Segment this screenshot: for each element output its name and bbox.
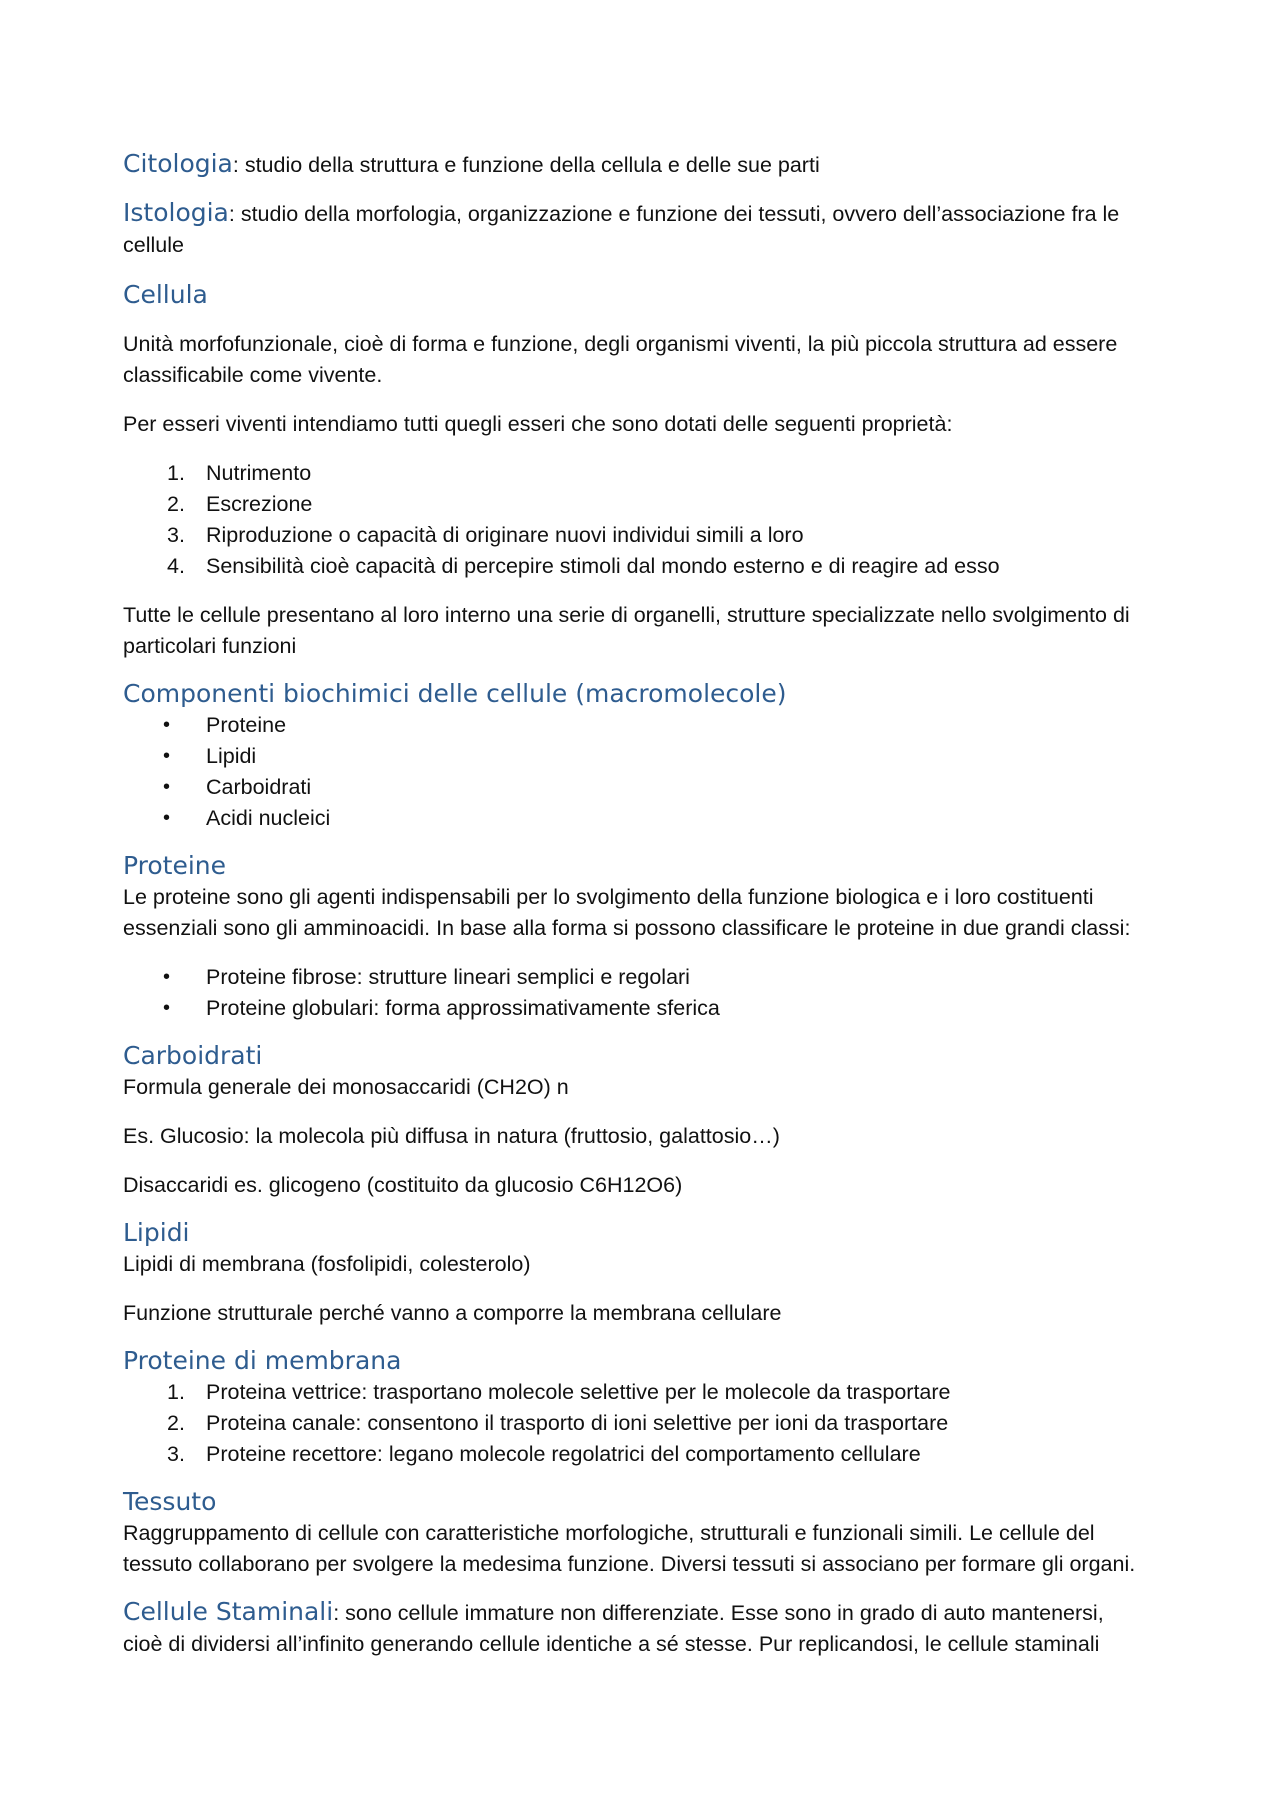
- bullet-icon: •: [163, 745, 171, 767]
- list-item: [123, 962, 1140, 993]
- list-item: [123, 1377, 1140, 1408]
- heading-proteine: Proteine: [123, 851, 227, 880]
- tessuto-paragraph: Raggruppamento di cellule con caratteristiche morfologiche, strutturali e funzionali simili. Le cellule del tessuto collaborano per svolgere la medesima funzione. Diversi tessuti si associano per formare gli organi.: [123, 1521, 1136, 1576]
- list-item: [123, 772, 1140, 803]
- list-marker: 4.: [167, 554, 185, 578]
- macromolecules-list: [123, 710, 1140, 834]
- bullet-icon: •: [163, 997, 171, 1019]
- heading-tessuto: Tessuto: [123, 1487, 217, 1516]
- heading-proteine-membrana: Proteine di membrana: [123, 1346, 402, 1375]
- list-item-text: Riproduzione o capacità di originare nuovi individui simili a loro: [206, 523, 804, 547]
- staminali-text: : sono cellule immature non differenziate. Esse sono in grado di auto mantenersi, cioè di dividersi all’infinito generando cellule identiche a sé stesse. Pur replicandosi, le cellule staminali: [123, 1601, 1104, 1656]
- bullet-icon: •: [163, 966, 171, 988]
- list-item: [123, 458, 1140, 489]
- list-item-text: Proteina canale: consentono il trasporto di ioni selettive per ioni da trasportare: [206, 1411, 949, 1435]
- list-item-text: Proteine globulari: forma approssimativamente sferica: [206, 996, 720, 1020]
- bullet-icon: •: [163, 714, 171, 736]
- heading-cellula: Cellula: [123, 280, 208, 309]
- membrane-proteins-list: [123, 1377, 1140, 1470]
- cellula-paragraph-3: Tutte le cellule presentano al loro interno una serie di organelli, strutture specializzate nello svolgimento di particolari funzioni: [123, 603, 1130, 658]
- list-marker: 2.: [167, 1411, 185, 1435]
- list-marker: 3.: [167, 1442, 185, 1466]
- bullet-icon: •: [163, 807, 171, 829]
- bullet-icon: •: [163, 776, 171, 798]
- heading-carboidrati: Carboidrati: [123, 1041, 263, 1070]
- list-item: [123, 1408, 1140, 1439]
- list-item-text: Escrezione: [206, 492, 313, 516]
- list-item: [123, 1439, 1140, 1470]
- proteine-paragraph: Le proteine sono gli agenti indispensabili per lo svolgimento della funzione biologica e i loro costituenti essenziali sono gli amminoacidi. In base alla forma si possono classificare le proteine in due grandi classi:: [123, 885, 1131, 940]
- citologia-term: Citologia: [123, 149, 233, 178]
- lipidi-paragraph-2: Funzione strutturale perché vanno a comporre la membrana cellulare: [123, 1301, 782, 1325]
- cellula-paragraph-2: Per esseri viventi intendiamo tutti quegli esseri che sono dotati delle seguenti proprietà:: [123, 412, 953, 436]
- protein-classes-list: [123, 962, 1140, 1024]
- istologia-term: Istologia: [123, 198, 229, 227]
- heading-lipidi: Lipidi: [123, 1218, 190, 1247]
- carboidrati-paragraph-2: Es. Glucosio: la molecola più diffusa in natura (fruttosio, galattosio…): [123, 1124, 780, 1148]
- heading-componenti: Componenti biochimici delle cellule (macromolecole): [123, 679, 787, 708]
- carboidrati-paragraph-3: Disaccaridi es. glicogeno (costituito da glucosio C6H12O6): [123, 1173, 683, 1197]
- list-item-text: Proteine recettore: legano molecole regolatrici del comportamento cellulare: [206, 1442, 921, 1466]
- list-item-text: Sensibilità cioè capacità di percepire stimoli dal mondo esterno e di reagire ad esso: [206, 554, 1000, 578]
- list-item-text: Nutrimento: [206, 461, 312, 485]
- list-marker: 1.: [167, 461, 185, 485]
- list-item-text: Proteine: [206, 713, 287, 737]
- list-marker: 2.: [167, 492, 185, 516]
- properties-list: [123, 458, 1140, 582]
- list-item: [123, 710, 1140, 741]
- citologia-text: : studio della struttura e funzione della cellula e delle sue parti: [232, 153, 820, 177]
- list-item-text: Lipidi: [206, 744, 257, 768]
- istologia-text: : studio della morfologia, organizzazione e funzione dei tessuti, ovvero dell’associazione fra le cellule: [123, 202, 1120, 257]
- list-item-text: Proteine fibrose: strutture lineari semplici e regolari: [206, 965, 690, 989]
- list-item-text: Acidi nucleici: [206, 806, 331, 830]
- cellula-paragraph-1: Unità morfofunzionale, cioè di forma e funzione, degli organismi viventi, la più piccola struttura ad essere classificabile come vivente.: [123, 332, 1118, 387]
- list-item: [123, 803, 1140, 834]
- list-item: [123, 489, 1140, 520]
- list-item: [123, 520, 1140, 551]
- list-item-text: Proteina vettrice: trasportano molecole selettive per le molecole da trasportare: [206, 1380, 951, 1404]
- list-item: [123, 551, 1140, 582]
- staminali-definition: [123, 1596, 1140, 1660]
- list-marker: 3.: [167, 523, 185, 547]
- staminali-term: Cellule Staminali: [123, 1597, 334, 1626]
- citologia-definition: [123, 148, 1140, 181]
- list-item-text: Carboidrati: [206, 775, 312, 799]
- carboidrati-paragraph-1: Formula generale dei monosaccaridi (CH2O) n: [123, 1075, 569, 1099]
- istologia-definition: [123, 197, 1140, 261]
- list-item: [123, 741, 1140, 772]
- list-marker: 1.: [167, 1380, 185, 1404]
- list-item: [123, 993, 1140, 1024]
- lipidi-paragraph-1: Lipidi di membrana (fosfolipidi, colesterolo): [123, 1252, 531, 1276]
